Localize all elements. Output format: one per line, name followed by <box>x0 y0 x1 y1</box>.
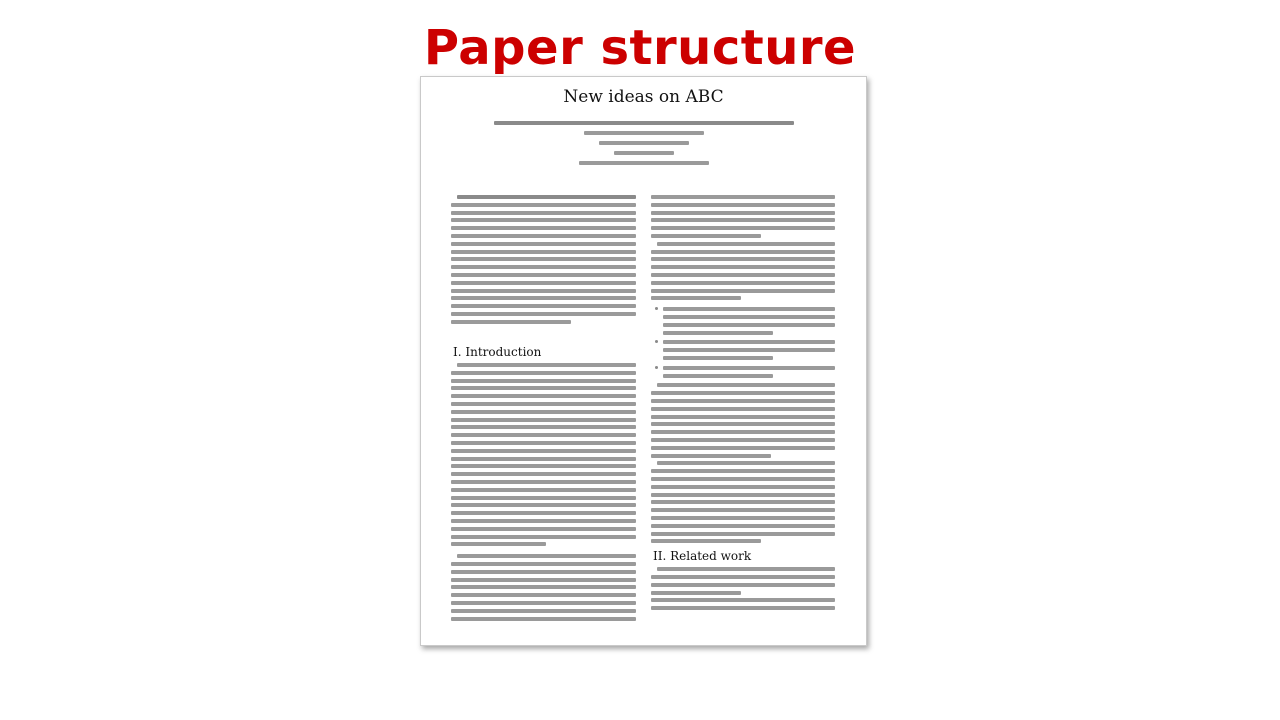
illegible-text-line <box>651 500 835 504</box>
illegible-text-line <box>451 371 636 375</box>
illegible-text-line <box>451 570 636 574</box>
illegible-text-line <box>451 320 571 324</box>
illegible-text-line <box>451 535 636 539</box>
illegible-text-line <box>451 503 636 507</box>
illegible-text-line <box>451 457 636 461</box>
illegible-text-line <box>451 488 636 492</box>
illegible-text-line <box>663 323 835 327</box>
illegible-text-line <box>663 315 835 319</box>
illegible-text-line <box>451 433 636 437</box>
illegible-text-line <box>651 281 835 285</box>
illegible-text-line <box>651 539 761 543</box>
bullet-icon <box>655 307 658 310</box>
illegible-text-line <box>451 218 636 222</box>
illegible-text-line <box>457 554 636 558</box>
left-column <box>451 195 641 635</box>
illegible-text-line <box>451 425 636 429</box>
paper-page <box>420 76 867 646</box>
illegible-text-line <box>651 257 835 261</box>
illegible-text-line <box>451 578 636 582</box>
illegible-text-line <box>451 312 636 316</box>
illegible-text-line <box>451 257 636 261</box>
illegible-text-line <box>451 379 636 383</box>
illegible-text-line <box>451 410 636 414</box>
illegible-text-line <box>579 161 709 165</box>
illegible-text-line <box>451 394 636 398</box>
illegible-text-line <box>651 524 835 528</box>
illegible-text-line <box>657 383 835 387</box>
illegible-text-line <box>457 195 636 199</box>
illegible-text-line <box>663 348 835 352</box>
illegible-text-line <box>657 242 835 246</box>
illegible-text-line <box>451 464 636 468</box>
illegible-text-line <box>657 461 835 465</box>
illegible-text-line <box>451 304 636 308</box>
illegible-text-line <box>651 477 835 481</box>
illegible-text-line <box>451 593 636 597</box>
illegible-text-line <box>451 386 636 390</box>
illegible-text-line <box>651 273 835 277</box>
slide-title: Paper structure <box>423 20 857 76</box>
illegible-text-line <box>451 441 636 445</box>
illegible-text-line <box>651 508 835 512</box>
illegible-text-line <box>651 454 771 458</box>
illegible-text-line <box>451 527 636 531</box>
illegible-text-line <box>451 562 636 566</box>
illegible-text-line <box>651 195 835 199</box>
illegible-text-line <box>651 250 835 254</box>
illegible-text-line <box>451 480 636 484</box>
bullet-icon <box>655 366 658 369</box>
illegible-text-line <box>663 366 835 370</box>
illegible-text-line <box>599 141 689 145</box>
illegible-text-line <box>651 532 835 536</box>
illegible-text-line <box>651 407 835 411</box>
illegible-text-line <box>451 585 636 589</box>
bullet-icon <box>655 340 658 343</box>
illegible-text-line <box>651 598 835 602</box>
illegible-text-line <box>451 296 636 300</box>
illegible-text-line <box>451 519 636 523</box>
right-column <box>651 195 839 635</box>
illegible-text-line <box>651 438 835 442</box>
illegible-text-line <box>651 583 835 587</box>
illegible-text-line <box>451 511 636 515</box>
illegible-text-line <box>651 226 835 230</box>
section-heading-related-work: II. Related work <box>653 549 752 564</box>
illegible-text-line <box>651 391 835 395</box>
illegible-text-line <box>451 496 636 500</box>
illegible-text-line <box>663 307 835 311</box>
illegible-text-line <box>451 542 546 546</box>
illegible-text-line <box>651 591 741 595</box>
illegible-text-line <box>451 601 636 605</box>
illegible-text-line <box>651 422 835 426</box>
illegible-text-line <box>451 234 636 238</box>
illegible-text-line <box>663 340 835 344</box>
illegible-text-line <box>651 430 835 434</box>
illegible-text-line <box>451 402 636 406</box>
illegible-text-line <box>651 234 761 238</box>
illegible-text-line <box>451 472 636 476</box>
illegible-text-line <box>651 516 835 520</box>
illegible-text-line <box>651 203 835 207</box>
illegible-text-line <box>614 151 674 155</box>
illegible-text-line <box>451 617 636 621</box>
illegible-text-line <box>451 281 636 285</box>
illegible-text-line <box>451 250 636 254</box>
illegible-text-line <box>584 131 704 135</box>
illegible-text-line <box>451 449 636 453</box>
paper-title: New ideas on ABC <box>563 87 724 107</box>
illegible-text-line <box>651 296 741 300</box>
illegible-text-line <box>651 493 835 497</box>
illegible-text-line <box>657 567 835 571</box>
illegible-text-line <box>451 211 636 215</box>
illegible-text-line <box>451 609 636 613</box>
illegible-text-line <box>651 469 835 473</box>
illegible-text-line <box>451 273 636 277</box>
author-block <box>461 121 826 171</box>
illegible-text-line <box>451 242 636 246</box>
illegible-text-line <box>663 374 773 378</box>
illegible-text-line <box>451 418 636 422</box>
section-heading-introduction: I. Introduction <box>453 345 542 359</box>
illegible-text-line <box>651 399 835 403</box>
illegible-text-line <box>651 289 835 293</box>
illegible-text-line <box>651 446 835 450</box>
illegible-text-line <box>651 575 835 579</box>
illegible-text-line <box>651 218 835 222</box>
illegible-text-line <box>651 606 835 610</box>
illegible-text-line <box>663 331 773 335</box>
illegible-text-line <box>651 485 835 489</box>
illegible-text-line <box>451 265 636 269</box>
illegible-text-line <box>651 265 835 269</box>
illegible-text-line <box>457 363 636 367</box>
illegible-text-line <box>451 289 636 293</box>
illegible-text-line <box>663 356 773 360</box>
illegible-text-line <box>451 203 636 207</box>
illegible-text-line <box>451 226 636 230</box>
illegible-text-line <box>651 211 835 215</box>
illegible-text-line <box>651 415 835 419</box>
illegible-text-line <box>494 121 794 125</box>
